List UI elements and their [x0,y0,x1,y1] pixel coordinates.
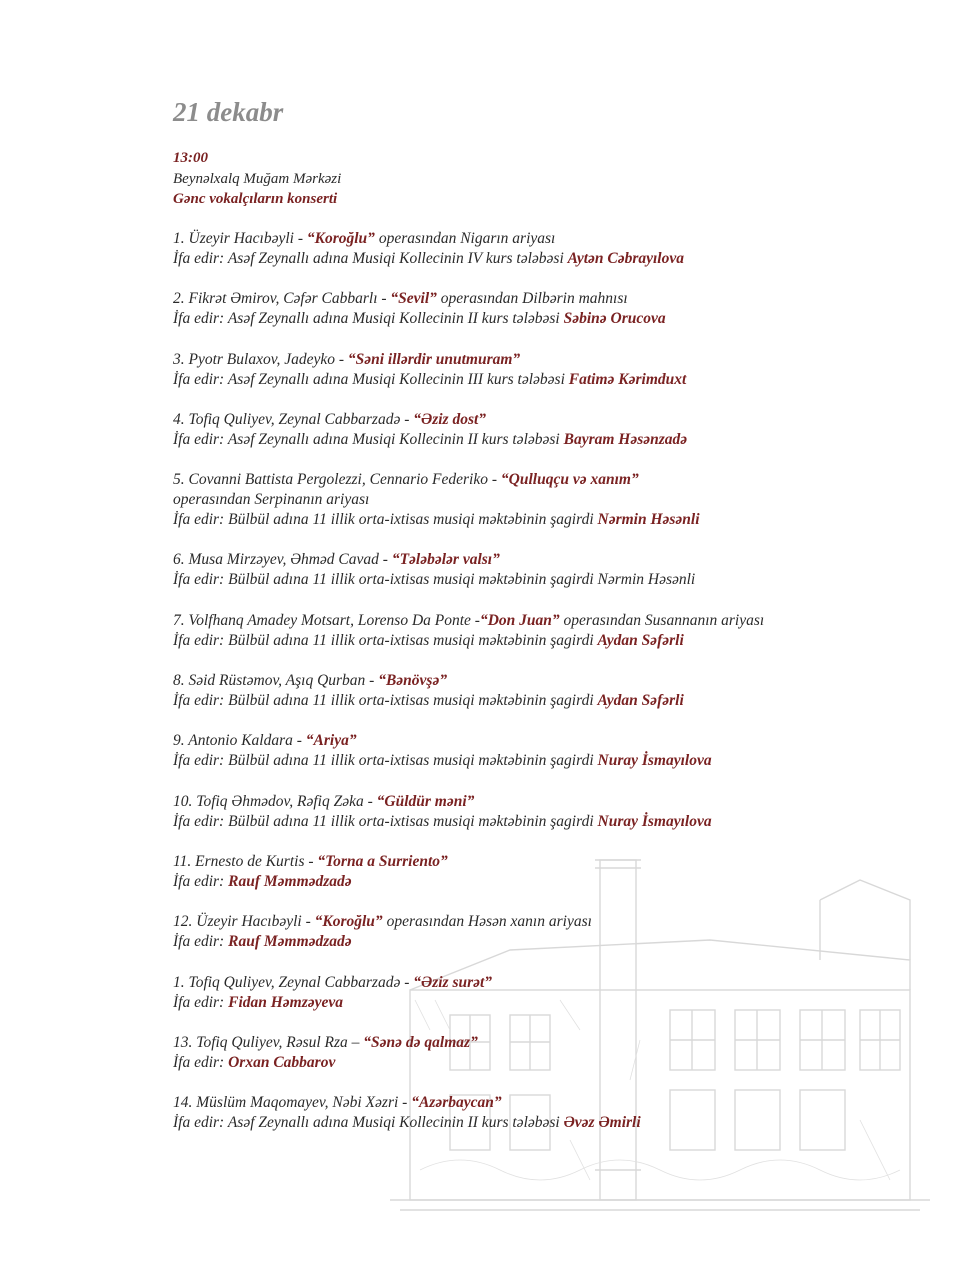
performer-name: Nərmin Həsənli [597,571,696,589]
performer-name: Fatimə Kərimduxt [568,370,687,388]
item-authors: Səid Rüstəmov, Aşıq Qurban - [188,672,379,690]
piece-line [173,792,913,812]
programme-item [173,550,913,590]
performer-name: Rauf Məmmədzadə [228,872,352,890]
piece-line [173,1033,913,1053]
performer-line [173,993,913,1013]
item-number: 8. [173,672,185,690]
performer-name: Bayram Həsənzadə [563,430,688,448]
piece-title: “Güldür məni” [376,792,475,810]
performer-line [173,430,913,450]
concert-title: Gənc vokalçıların konserti [173,191,338,207]
piece-title: “Əziz dost” [413,410,487,428]
performer-line [173,309,913,329]
piece-line [173,1093,913,1113]
piece-title: “Ariya” [305,732,357,750]
piece-line [173,912,913,932]
performer-line [173,370,913,390]
item-authors: Tofiq Quliyev, Rəsul Rza – [196,1033,364,1051]
performer-prefix: İfa edir: [173,872,229,890]
programme-item [173,792,913,832]
performer-line [173,631,913,651]
piece-title: “Sənə də qalmaz” [363,1033,478,1051]
program-page [173,92,913,1153]
piece-note: operasından Susannanın ariyası [559,611,765,629]
item-number: 13. [173,1033,193,1051]
piece-title: “Torna a Surriento” [317,852,448,870]
performer-line [173,691,913,711]
programme-item [173,229,913,269]
item-authors: Pyotr Bulaxov, Jadeyko - [188,350,348,368]
programme-item [173,289,913,329]
programme-item [173,470,913,530]
piece-title: “Sevil” [390,290,437,308]
item-authors: Ernesto de Kurtis - [195,852,318,870]
performer-line [173,872,913,892]
piece-title: “Don Juan” [479,611,560,629]
item-number: 4. [173,410,185,428]
performer-name: Nərmin Həsənli [597,511,700,529]
programme-list [173,229,913,1133]
concert-time: 13:00 [173,150,208,166]
item-authors: Fikrət Əmirov, Cəfər Cabbarlı - [188,290,391,308]
piece-line [173,410,913,430]
programme-item [173,912,913,952]
piece-line [173,350,913,370]
item-authors: Tofiq Quliyev, Zeynal Cabbarzadə - [188,410,414,428]
item-number: 7. [173,611,185,629]
performer-line [173,570,913,590]
programme-item [173,973,913,1013]
piece-title: “Koroğlu” [314,913,383,931]
item-number: 11. [173,852,192,870]
program-date: 21 dekabr [173,97,284,127]
performer-line [173,1113,913,1133]
piece-note: operasından Həsən xanın ariyası [382,913,592,931]
performer-line [173,932,913,952]
piece-line [173,611,913,631]
performer-prefix: İfa edir: Asəf Zeynallı adına Musiqi Kollecinin III kurs tələbəsi [173,370,569,388]
item-number: 3. [173,350,185,368]
programme-item [173,1033,913,1073]
item-authors: Covanni Battista Pergolezzi, Cennario Federiko - [188,471,501,489]
performer-prefix: İfa edir: [173,933,229,951]
programme-item [173,410,913,450]
performer-prefix: İfa edir: [173,993,229,1011]
performer-name: Əvəz Əmirli [563,1114,641,1132]
programme-item [173,350,913,390]
performer-name: Nuray İsmayılova [597,752,712,770]
performer-prefix: İfa edir: Bülbül adına 11 illik orta-ixtisas musiqi məktəbinin şagirdi [173,692,598,710]
item-number: 1. [173,230,185,247]
piece-title: “Koroğlu” [306,230,375,247]
item-number: 14. [173,1094,193,1112]
item-number: 6. [173,551,185,569]
piece-line [173,731,913,751]
item-number: 5. [173,471,185,489]
performer-line [173,1053,913,1073]
performer-prefix: İfa edir: Asəf Zeynallı adına Musiqi Kollecinin II kurs tələbəsi [173,430,564,448]
piece-title: “Tələbələr valsı” [391,551,500,569]
programme-item [173,1093,913,1133]
piece-line [173,973,913,993]
piece-line [173,289,913,309]
performer-line [173,751,913,771]
performer-prefix: İfa edir: Asəf Zeynallı adına Musiqi Kollecinin II kurs tələbəsi [173,310,564,328]
performer-name: Səbinə Orucova [563,310,666,328]
item-authors: Volfhanq Amadey Motsart, Lorenso Da Ponte - [188,611,480,629]
item-number: 12. [173,913,193,931]
item-authors: Üzeyir Hacıbəyli - [196,913,315,931]
piece-line [173,852,913,872]
piece-line [173,470,913,490]
performer-prefix: İfa edir: Asəf Zeynallı adına Musiqi Kollecinin IV kurs tələbəsi [173,250,568,267]
performer-prefix: İfa edir: Bülbül adına 11 illik orta-ixtisas musiqi məktəbinin şagirdi [173,631,598,649]
item-number: 10. [173,792,193,810]
item-authors: Üzeyir Hacıbəyli - [188,230,307,247]
performer-line [173,510,913,530]
piece-line [173,229,913,249]
piece-title: “Səni illərdir unutmuram” [347,350,521,368]
performer-prefix: İfa edir: Asəf Zeynallı adına Musiqi Kollecinin II kurs tələbəsi [173,1114,564,1132]
performer-name: Aydan Səfərli [597,631,684,649]
item-authors: Tofiq Əhmədov, Rəfiq Zəka - [196,792,377,810]
programme-item [173,731,913,771]
item-authors: Antonio Kaldara - [188,732,306,750]
performer-name: Rauf Məmmədzadə [228,933,352,951]
performer-name: Nuray İsmayılova [597,812,712,830]
performer-line [173,249,913,269]
piece-line [173,671,913,691]
programme-item [173,852,913,892]
performer-name: Aytən Cəbrayılova [567,250,684,267]
item-number: 2. [173,290,185,308]
item-authors: Musa Mirzəyev, Əhməd Cavad - [188,551,392,569]
concert-venue: Beynəlxalq Muğam Mərkəzi [173,171,342,187]
item-authors: Tofiq Quliyev, Zeynal Cabbarzadə - [188,973,414,991]
performer-name: Orxan Cabbarov [228,1053,336,1071]
item-number: 1. [173,973,185,991]
programme-item [173,611,913,651]
item-number: 9. [173,732,185,750]
performer-prefix: İfa edir: [173,1053,229,1071]
performer-line [173,812,913,832]
performer-name: Aydan Səfərli [597,692,684,710]
piece-continuation: operasından Serpinanın ariyası [173,491,370,509]
piece-line [173,550,913,570]
piece-title: “Azərbaycan” [411,1094,502,1112]
piece-note: operasından Nigarın ariyası [374,230,556,247]
programme-item [173,671,913,711]
piece-title: “Qulluqçu və xanım” [500,471,639,489]
piece-title: “Bənövşə” [378,672,448,690]
performer-prefix: İfa edir: Bülbül adına 11 illik orta-ixtisas musiqi məktəbinin şagirdi [173,571,598,589]
performer-prefix: İfa edir: Bülbül adına 11 illik orta-ixtisas musiqi məktəbinin şagirdi [173,812,598,830]
piece-title: “Əziz surət” [413,973,493,991]
performer-prefix: İfa edir: Bülbül adına 11 illik orta-ixtisas musiqi məktəbinin şagirdi [173,511,598,529]
piece-note: operasından Dilbərin mahnısı [436,290,628,308]
performer-prefix: İfa edir: Bülbül adına 11 illik orta-ixtisas musiqi məktəbinin şagirdi [173,752,598,770]
item-authors: Müslüm Maqomayev, Nəbi Xəzri - [196,1094,412,1112]
performer-name: Fidan Həmzəyeva [228,993,344,1011]
